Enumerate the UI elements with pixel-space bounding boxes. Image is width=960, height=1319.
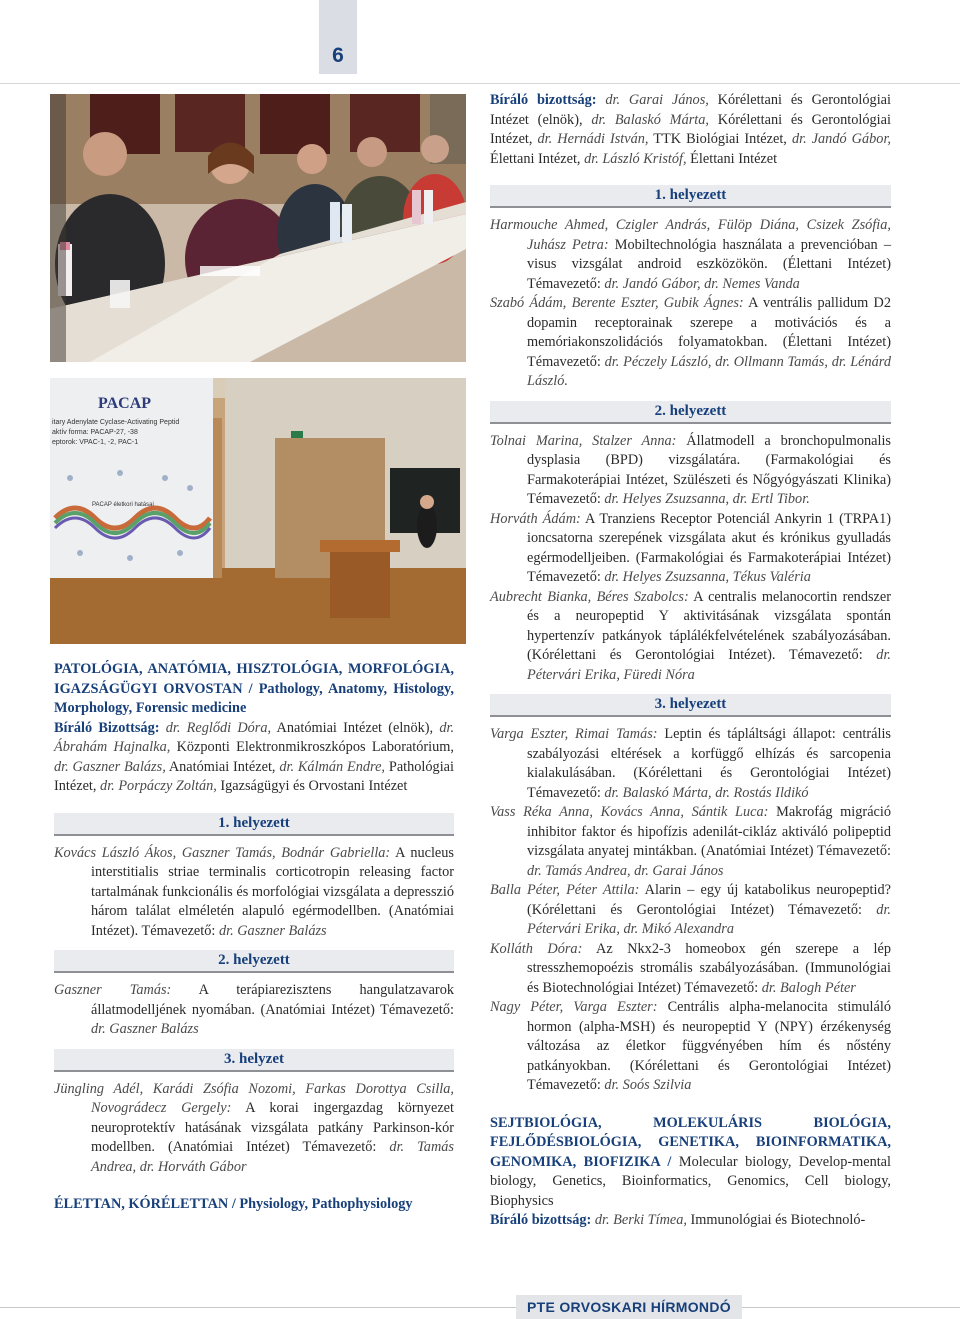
award-entry: [490, 725, 891, 803]
award-entry: [490, 216, 891, 294]
entry-authors: Jüngling Adél, Karádi Zsófia Nozomi, Farkas Dorottya Csilla, Novográdecz Gergely:: [54, 1080, 454, 1116]
place-1-bar: 1. helyezett: [490, 185, 891, 208]
entry-authors: Vass Réka Anna, Kovács Anna, Sántik Luca:: [490, 804, 769, 820]
entry-authors: Harmouche Ahmed, Czigler András, Fülöp Diána, Csizek Zsófia, Juhász Petra:: [490, 217, 891, 253]
place-1-bar: 1. helyezett: [54, 813, 454, 836]
entry-title: A korai ingergazdag környezet neuroprotektív hatásának vizsgálata patkány Parkinson-kór modellben. (Anatómiai Intézet) Témavezető:: [91, 1100, 454, 1155]
committee-member-inst: Élettani Intézet: [686, 150, 778, 167]
entry-title: Centrális alpha-melanocita stimuláló hormon (alpha-MSH) és neuropeptid Y (NPY) érzékenység változása az életkor függvényében hím és nőstény patkányokban. (Kórélettani és Gerontológiai Intézet) Témavezető:: [527, 999, 892, 1093]
entry-title: A ventrális pallidum D2 dopamin receptorainak szerepe a motivációs és a memóriakonszolidációs folyamatokban. (Élettani Intézet) Témavezető:: [527, 295, 891, 370]
committee-member-inst: Anatómiai Intézet (elnök),: [271, 719, 440, 736]
entry-supervisor: dr. Jandó Gábor, dr. Nemes Vanda: [604, 275, 800, 292]
place-3-bar: 3. helyzet: [54, 1049, 454, 1072]
committee-label: Bíráló Bizottság:: [54, 719, 160, 736]
entry-title: Alarin – egy új katabolikus neuropeptid? (Kórélettani és Gerontológiai Intézet) Témavezető:: [527, 882, 891, 918]
committee-member-name: dr. Hernádi István,: [537, 131, 649, 147]
award-entry: [54, 981, 454, 1040]
committee-member-name: dr. Kálmán Endre,: [279, 758, 386, 775]
award-entry: [490, 294, 891, 392]
entry-supervisor: dr. Péczely László, dr. Ollmann Tamás, dr. Lénárd László.: [527, 353, 891, 389]
committee-member-name: dr. Balaskó Márta,: [591, 111, 709, 128]
place-3-bar: 3. helyezett: [490, 694, 891, 717]
slide-molecule: PACAP életkori hatásai: [92, 502, 154, 508]
left-column: [54, 660, 454, 1215]
award-entry: [490, 881, 891, 940]
award-entry: [490, 940, 891, 999]
entry-title: A centralis melanocortin rendszer és a neuropeptid Y aktivitásának vizsgálata spontán hypertenzív patkányok táplálékfelvételének szabályozásában. (Kórélettani és Gerontológiai Intézet). Témavezető:: [527, 588, 891, 663]
entry-supervisor: dr. Soós Szilvia: [604, 1077, 692, 1093]
committee-member-name: dr. Porpáczy Zoltán,: [100, 778, 217, 794]
award-entry: [54, 844, 454, 942]
slide-title: PACAP: [98, 395, 152, 412]
committee-member-inst: Kórélettani és Gerontológiai Intézet,: [490, 111, 891, 147]
place-2-bar: 2. helyezett: [490, 401, 891, 424]
presentation-photo: [50, 378, 466, 644]
committee-member-inst: Immunológiai és Biotechnoló-: [686, 1212, 866, 1228]
slide-line-3: eptorok: VPAC-1, -2, PAC-1: [52, 439, 139, 446]
committee-member-inst: Pathológiai Intézet,: [54, 758, 454, 794]
audience-photo: [50, 94, 466, 362]
entry-supervisor: dr. Balaskó Márta, dr. Rostás Ildikó: [604, 784, 809, 801]
entry-title: Makrofág migráció inhibitor faktor és hipofízis adenilát-cikláz aktiváló polipeptid vizsgálata anyatej mintákban. (Anatómiai Intézet) Témavezető:: [527, 804, 892, 859]
entry-supervisor: dr. Balogh Péter: [761, 979, 856, 996]
committee-member-inst: Anatómiai Intézet,: [165, 758, 280, 775]
cellbiology-section: [490, 1114, 891, 1212]
entry-title: A terápiarezisztens hangulatzavarok állatmodelljének nyomában. (Anatómiai Intézet) Témavezető:: [91, 982, 454, 1018]
award-entry: [490, 803, 891, 881]
footer-rule: [0, 1307, 960, 1308]
entry-supervisor: dr. Helyes Zsuzsanna, dr. Ertl Tibor.: [604, 491, 810, 507]
committee-member-name: dr. Garai János,: [605, 92, 709, 108]
award-entry: [490, 998, 891, 1096]
committee-member-inst: TTK Biológiai Intézet,: [648, 131, 792, 147]
entry-authors: Kolláth Dóra:: [490, 940, 583, 957]
entry-authors: Varga Eszter, Rimai Tamás:: [490, 726, 658, 742]
cellbiology-committee: [490, 1211, 891, 1231]
entry-authors: Szabó Ádám, Berente Eszter, Gubik Ágnes:: [490, 295, 744, 311]
entry-authors: Gaszner Tamás:: [54, 982, 172, 998]
committee-member-inst: Igazságügyi és Orvostani Intézet: [216, 778, 408, 794]
entry-authors: Nagy Péter, Varga Eszter:: [490, 999, 658, 1015]
pathology-committee: [54, 719, 454, 797]
physiology-heading-text: ÉLETTAN, KÓRÉLETTAN / Physiology, Pathophysiology: [54, 1196, 413, 1212]
award-entry: [490, 510, 891, 588]
entry-authors: Horváth Ádám:: [490, 510, 581, 527]
entry-supervisor: dr. Tamás Andrea, dr. Garai János: [527, 862, 724, 879]
committee-member-inst: Élettani Intézet,: [490, 150, 585, 167]
committee-member-name: dr. Ábrahám Hajnalka,: [54, 719, 455, 755]
cellbiology-english: Molecular biology, Develop-mental biology, Genetics, Bioinformatics, Genomics, Cell biology, Biophysics: [490, 1153, 892, 1209]
committee-member-name: dr. Jandó Gábor,: [791, 131, 892, 147]
entry-authors: Tolnai Marina, Stalzer Anna:: [490, 432, 677, 449]
entry-supervisor: dr. Helyes Zsuzsanna, Tékus Valéria: [604, 569, 811, 585]
committee-member-inst: Központi Elektronmikroszkópos Laboratórium,: [170, 739, 454, 755]
entry-title: Mobiltechnológia használata a prevencióban – visus vizsgálat android eszközökön. (Élettani Intézet) Témavezető:: [527, 236, 891, 292]
pathology-heading-text: PATOLÓGIA, ANATÓMIA, HISZTOLÓGIA, MORFOLÓGIA, IGAZSÁGÜGYI ORVOSTAN / Pathology, Anatomy, Histology, Morphology, Forensic medicine: [54, 661, 454, 716]
place-2-bar: 2. helyezett: [54, 950, 454, 973]
slide-line-1: itary Adenylate Cyclase-Activating Peptid: [52, 419, 180, 426]
physiology-committee: [490, 91, 891, 169]
entry-title: Az Nkx2-3 homeobox gén szerepe a lép stresszhemopoézis stromális szabályozásában. (Immunológiai és Biotechnológiai Intézet) Témavezető:: [527, 940, 892, 996]
entry-supervisor: dr. Gaszner Balázs: [91, 1021, 199, 1037]
cellbiology-heading-text: SEJTBIOLÓGIA, MOLEKULÁRIS BIOLÓGIA, FEJLŐDÉSBIOLÓGIA, GENETIKA, BIOINFORMATIKA, GENOMIKA, BIOFIZIKA /: [490, 1114, 891, 1170]
award-entry: [54, 1080, 454, 1178]
right-column: [490, 91, 891, 1231]
slide-line-2: aktív forma: PACAP-27, -38: [52, 429, 138, 436]
entry-supervisor: dr. Pétervári Erika, Füredi Nóra: [527, 647, 891, 683]
pathology-section-heading: [54, 660, 454, 719]
entry-supervisor: dr. Tamás Andrea, dr. Horváth Gábor: [91, 1139, 454, 1175]
committee-member-name: dr. László Kristóf,: [584, 150, 687, 167]
committee-label: Bíráló bizottság:: [490, 92, 597, 108]
committee-label: Bíráló bizottság:: [490, 1212, 592, 1228]
footer-masthead: PTE ORVOSKARI HÍRMONDÓ: [516, 1295, 742, 1319]
physiology-section-heading: [54, 1195, 454, 1215]
page-number: 6: [319, 0, 357, 74]
entry-authors: Balla Péter, Péter Attila:: [490, 882, 640, 898]
entry-title: Leptin és tápláltsági állapot: centrális szabályozási eltérések a korfüggő elhízás és sarcopenia kialakulásában. (Kórélettani és Gerontológiai Intézet) Témavezető:: [527, 726, 891, 801]
entry-authors: Kovács László Ákos, Gaszner Tamás, Bodnár Gabriella:: [54, 844, 391, 861]
header-rule: [0, 83, 960, 84]
committee-member-name: dr. Gaszner Balázs,: [54, 758, 166, 775]
committee-member-name: dr. Berki Tímea,: [591, 1212, 687, 1228]
entry-supervisor: dr. Gaszner Balázs: [218, 922, 327, 939]
entry-title: A Tranziens Receptor Potenciál Ankyrin 1 (TRPA1) ioncsatorna szerepének vizsgálata akut és krónikus gyulladás egérmodelljeiben. (Farmakológiai és Farmakoterápiai Intézet) Témavezető:: [527, 510, 892, 585]
committee-member-inst: Kórélettani és Gerontológiai Intézet (elnök),: [490, 92, 891, 128]
entry-supervisor: dr. Pétervári Erika, dr. Mikó Alexandra: [527, 901, 891, 937]
award-entry: [490, 588, 891, 686]
award-entry: [490, 432, 891, 510]
entry-authors: Aubrecht Bianka, Béres Szabolcs:: [490, 588, 689, 605]
committee-member-name: dr. Reglődi Dóra,: [159, 719, 272, 736]
entry-title: A nucleus interstitialis striae terminalis corticotropin releasing factor tartalmának funkcionális és morfológiai vizsgálata a depresszió három találat elméletén alapuló egérmodellben. (Anatómiai Intézet). Témavezető:: [91, 844, 454, 939]
entry-title: Állatmodell a bronchopulmonalis dysplasia (BPD) vizsgálatára. (Farmakológiai és Farmakoterápiai Intézet, Szülészeti és Nőgyógyászati Klinika) Témavezető:: [527, 432, 891, 507]
